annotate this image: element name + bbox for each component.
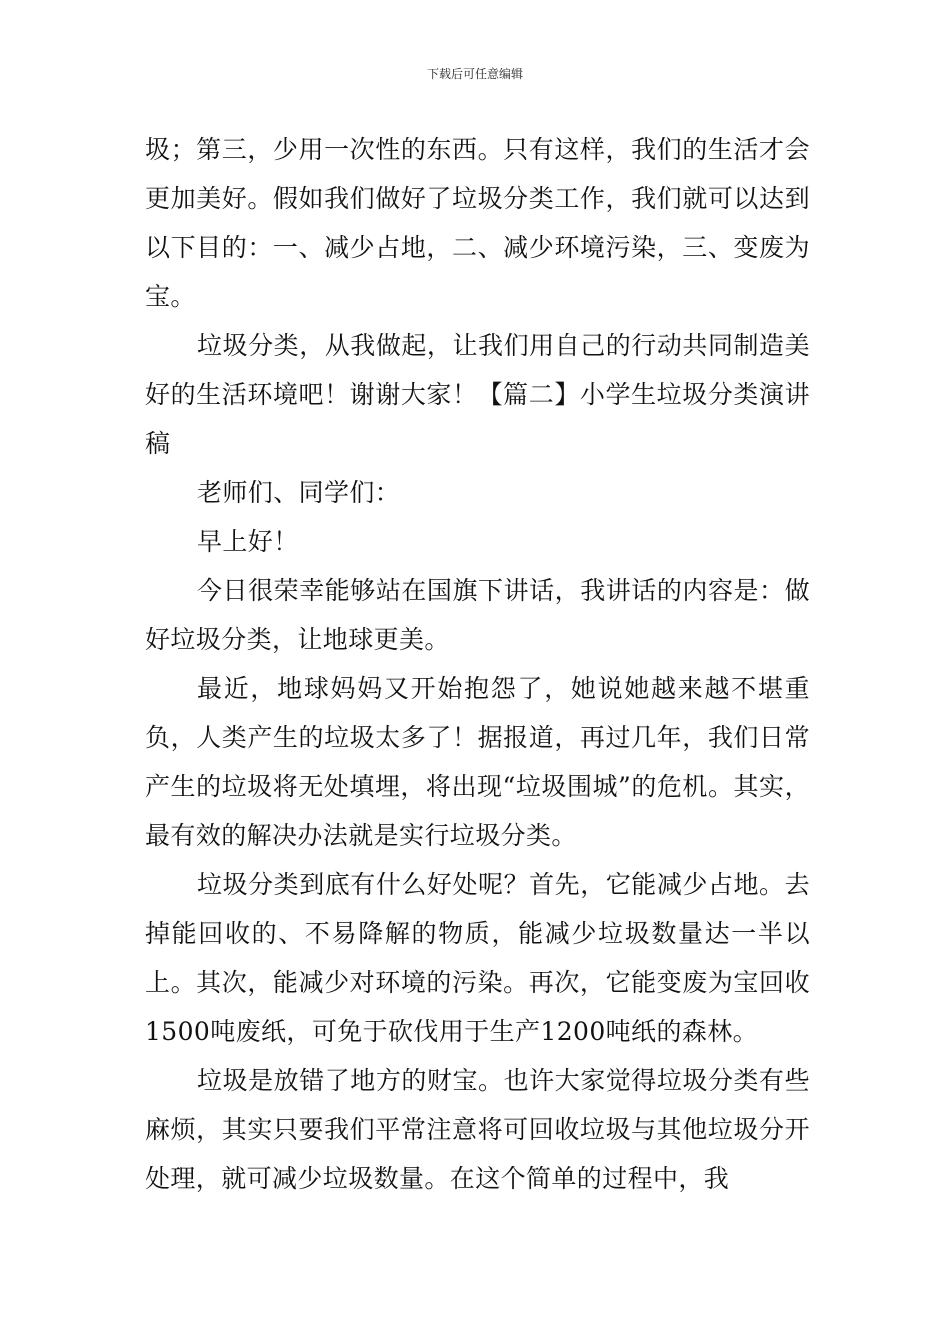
paragraph: 垃圾分类到底有什么好处呢？首先，它能减少占地。去掉能回收的、不易降解的物质，能减少垃圾数量达一半以上。其次，能减少对环境的污染。再次，它能变废为宝回收1500吨废纸，可免于砍伐用于生产1200吨纸的森林。 <box>145 870 810 1046</box>
page-header: 下载后可任意编辑 <box>426 67 523 81</box>
paragraph: 圾；第三，少用一次性的东西。只有这样，我们的生活才会更加美好。假如我们做好了垃圾分类工作，我们就可以达到以下目的：一、减少占地，二、减少环境污染，三、变废为宝。 <box>145 135 810 311</box>
paragraph: 垃圾是放错了地方的财宝。也许大家觉得垃圾分类有些麻烦，其实只要我们平常注意将可回收垃圾与其他垃圾分开处理，就可减少垃圾数量。在这个简单的过程中，我 <box>145 1066 810 1193</box>
paragraph: 垃圾分类，从我做起，让我们用自己的行动共同制造美好的生活环境吧！谢谢大家！【篇二】小学生垃圾分类演讲稿 <box>145 331 810 458</box>
paragraph: 老师们、同学们： <box>197 478 401 507</box>
paragraph: 今日很荣幸能够站在国旗下讲话，我讲话的内容是：做好垃圾分类，让地球更美。 <box>145 576 810 654</box>
document-body <box>145 125 810 1203</box>
paragraph: 最近，地球妈妈又开始抱怨了，她说她越来越不堪重负，人类产生的垃圾太多了！据报道，再过几年，我们日常产生的垃圾将无处填埋，将出现“垃圾围城”的危机。其实，最有效的解决办法就是实行垃圾分类。 <box>145 674 810 850</box>
paragraph: 早上好！ <box>197 527 299 556</box>
